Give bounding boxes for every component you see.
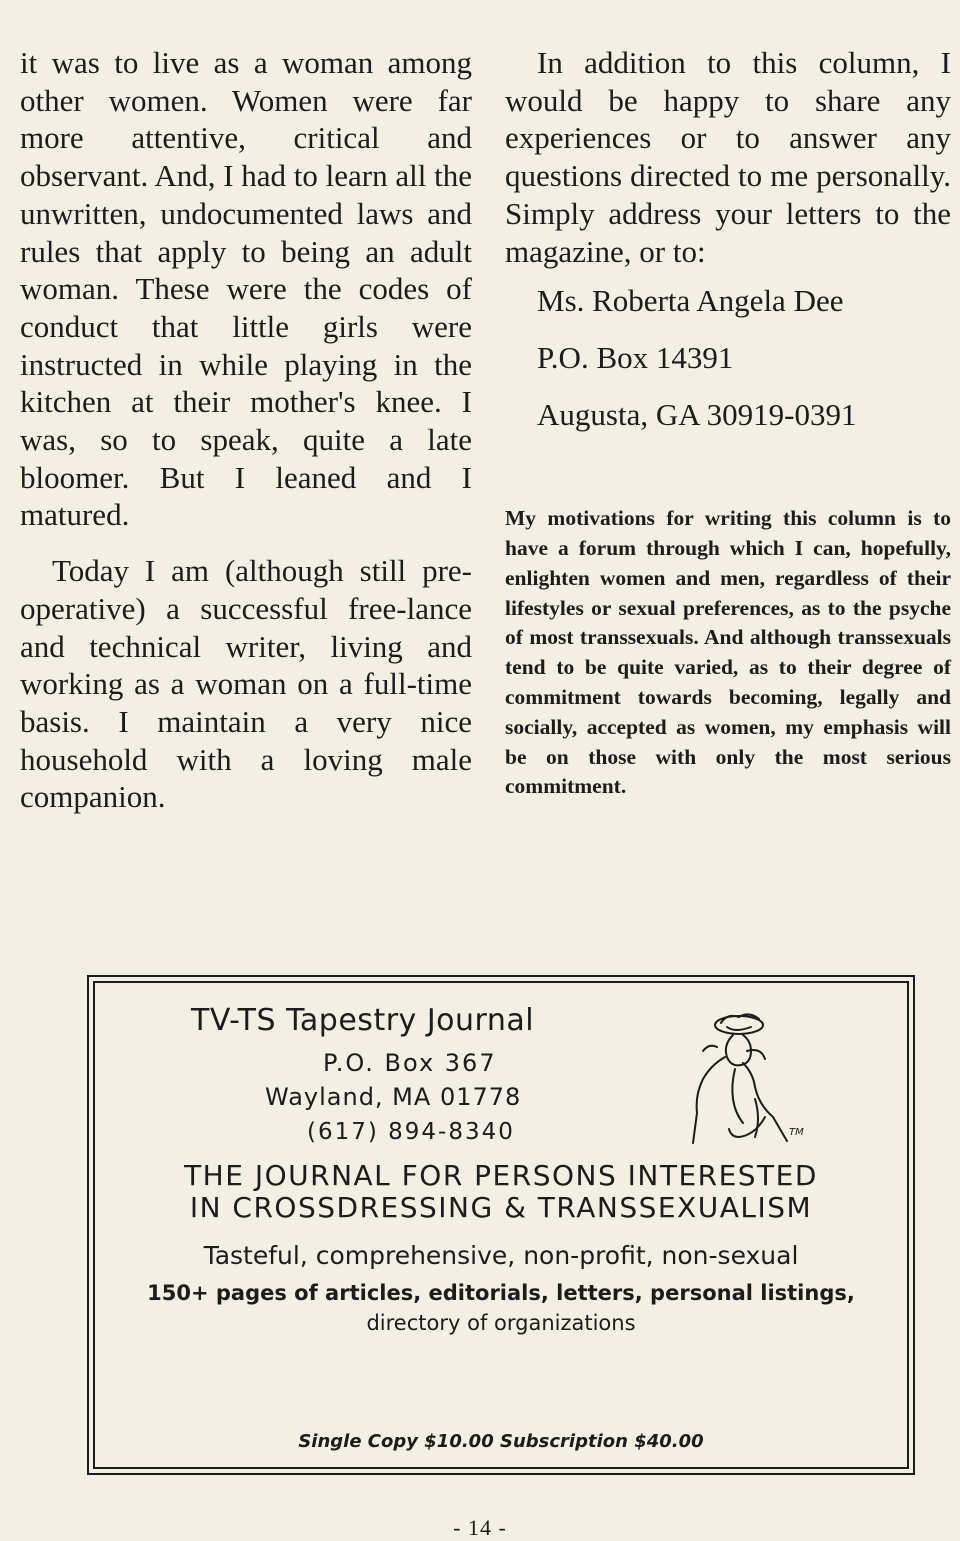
- page-number: - 14 -: [453, 1515, 507, 1540]
- address-name: Ms. Roberta Angela Dee: [537, 283, 844, 319]
- ad-logo-trademark: TM: [789, 1127, 804, 1138]
- advertisement-box: [87, 975, 915, 1475]
- ad-tagline: Tasteful, comprehensive, non-profit, non-sexual: [203, 1241, 799, 1270]
- ad-headline-line-1: THE JOURNAL FOR PERSONS INTERESTED: [184, 1159, 818, 1192]
- ad-city: Wayland, MA 01778: [265, 1083, 522, 1111]
- ad-phone: (617) 894-8340: [307, 1119, 515, 1145]
- ad-pricing: Single Copy $10.00 Subscription $40.00: [298, 1431, 704, 1452]
- mailing-address: [537, 282, 951, 434]
- motivation-paragraph: My motivations for writing this column is to have a forum through which I can, hopefully, enlighten women and men, regardless of their lifestyles or sexual preferences, as to the psyche of most transsexuals. And although transsexuals tend to be quite varied, as to their degree of commitment towards becoming, legally and socially, accepted as women, my emphasis will be on those with only the most serious commitment.: [505, 506, 951, 799]
- ad-directory-line: directory of organizations: [366, 1311, 636, 1335]
- ad-po-box: P.O. Box 367: [323, 1049, 497, 1077]
- right-intro-paragraph: In addition to this column, I would be happy to share any experiences or to answer any questions directed to me personally. Simply address your letters to the magazine, or to:: [505, 45, 951, 269]
- ad-title: TV-TS Tapestry Journal: [191, 1003, 535, 1038]
- address-city: Augusta, GA 30919-0391: [537, 397, 857, 433]
- right-column: [505, 44, 951, 802]
- left-paragraph-1: it was to live as a woman among other women. Women were far more attentive, critical and observant. And, I had to learn all the unwritten, undocumented laws and rules that apply to being an adult woman. These were the codes of conduct that little girls were instructed in while playing in the kitchen at their mother's knee. I was, so to speak, quite a late bloomer. But I leaned and I matured.: [20, 45, 472, 533]
- ad-headline-line-2: IN CROSSDRESSING & TRANSSEXUALISM: [189, 1191, 813, 1224]
- address-po-box: P.O. Box 14391: [537, 340, 734, 376]
- left-paragraph-2: Today I am (although still pre-operative) a successful free-lance and technical writer, living and working as a woman on a full-time basis. I maintain a very nice household with a loving male companion.: [20, 553, 472, 815]
- ad-pages-line: 150+ pages of articles, editorials, letters, personal listings,: [147, 1281, 855, 1305]
- advertisement-inner-border: [93, 981, 909, 1469]
- left-column: [20, 44, 472, 816]
- hands-holding-flowers-icon: [677, 1007, 807, 1147]
